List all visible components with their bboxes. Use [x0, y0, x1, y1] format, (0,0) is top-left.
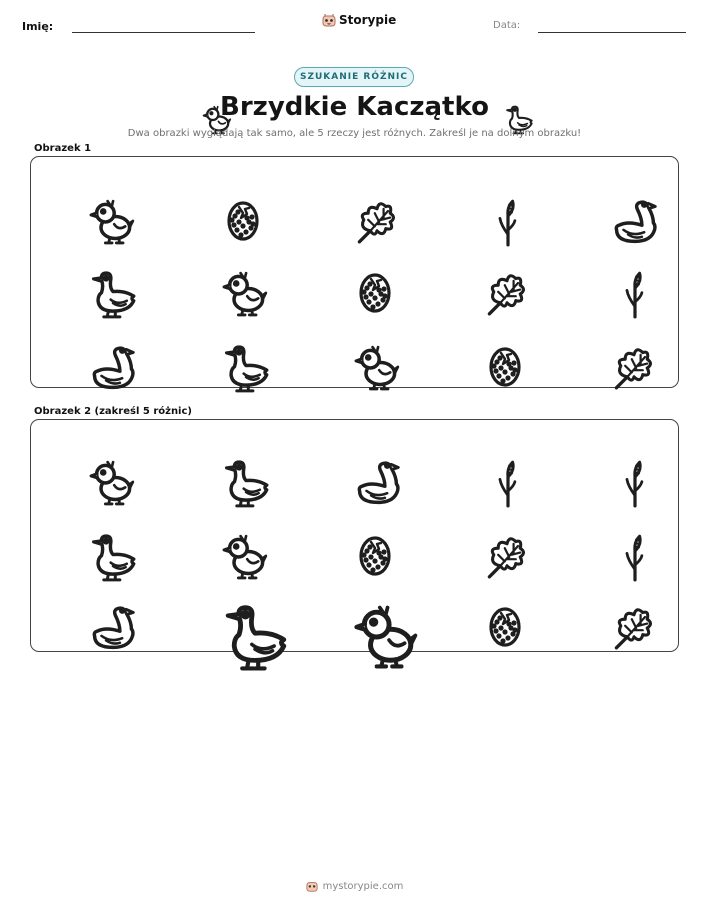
egg-icon[interactable] [335, 515, 375, 555]
reed-icon [589, 249, 635, 295]
leaf-icon [333, 178, 377, 222]
footer-url[interactable]: mystorypie.com [322, 880, 404, 892]
egg-icon [203, 180, 243, 220]
brand-logo [322, 13, 396, 27]
date-label: Data: [493, 20, 521, 31]
egg-icon [465, 326, 505, 366]
duck-icon[interactable] [67, 512, 113, 558]
egg-icon [335, 252, 375, 292]
duckling-icon [201, 250, 245, 294]
brand-name: Storypie [339, 13, 397, 27]
reed-icon[interactable] [589, 512, 635, 558]
instructions: Dwa obrazki wyglądają tak samo, ale 5 rzeczy jest różnych. Zakreśl je na dolnym obrazku! [127, 128, 582, 139]
duckling-icon[interactable] [68, 439, 112, 483]
date-line[interactable] [538, 32, 686, 33]
duck-icon [67, 249, 113, 295]
category-badge: SZUKANIE RÓŻNIC [294, 67, 414, 87]
name-label: Imię: [22, 20, 54, 33]
swan-icon [67, 323, 113, 369]
page-title: Brzydkie Kaczątko [220, 92, 489, 122]
title-duck-icon [490, 92, 520, 120]
swan-icon [589, 177, 635, 223]
duckling-icon [333, 324, 377, 368]
leaf-icon [590, 324, 634, 368]
duckling-icon[interactable] [324, 575, 386, 637]
egg-icon[interactable] [465, 586, 505, 626]
reed-icon[interactable] [589, 438, 635, 484]
swan-icon[interactable] [332, 438, 378, 484]
duck-icon[interactable] [191, 574, 255, 638]
footer [0, 880, 709, 892]
leaf-icon[interactable] [463, 513, 507, 557]
reed-icon[interactable] [462, 438, 508, 484]
panel-1-label: Obrazek 1 [34, 143, 92, 154]
storypie-logo-icon [306, 880, 318, 892]
name-line[interactable] [72, 32, 255, 33]
duck-icon [200, 323, 246, 369]
storypie-logo-icon [322, 13, 336, 27]
duckling-icon[interactable] [201, 513, 245, 557]
duckling-icon [68, 178, 112, 222]
leaf-icon [463, 250, 507, 294]
panel-2-label: Obrazek 2 (zakreśl 5 różnic) [34, 406, 192, 417]
duck-icon[interactable] [200, 438, 246, 484]
title-duckling-icon [188, 92, 218, 120]
leaf-icon[interactable] [590, 584, 634, 628]
reed-icon [462, 177, 508, 223]
swan-icon[interactable] [67, 583, 113, 629]
